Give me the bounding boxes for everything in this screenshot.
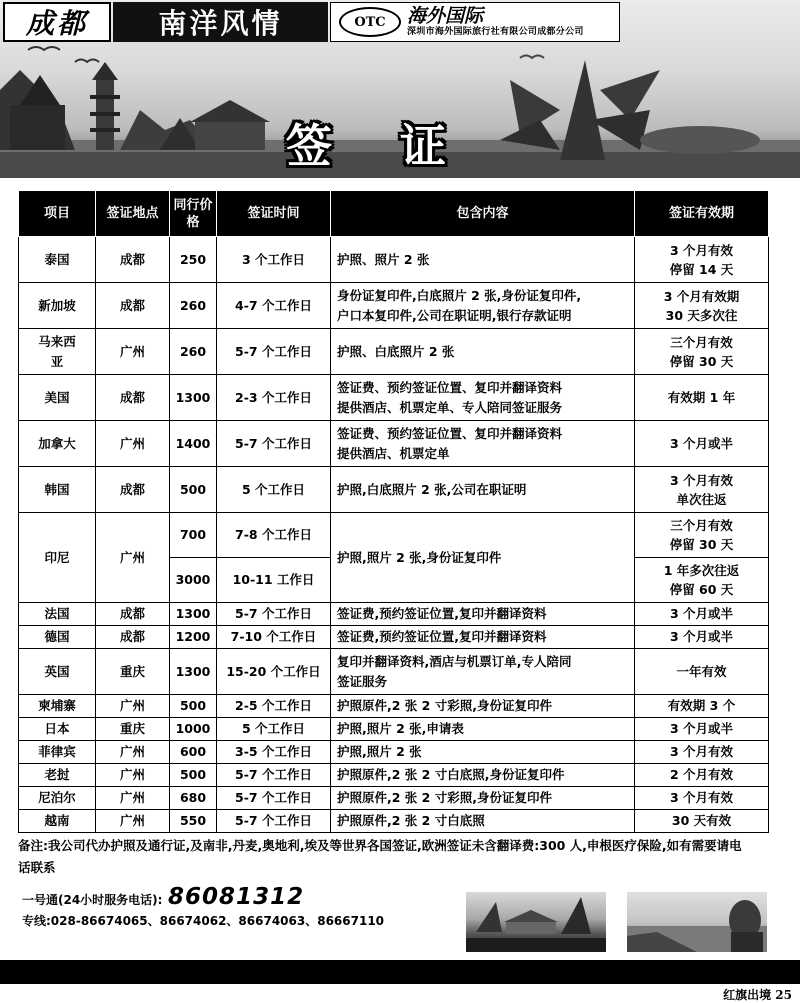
validity-cell bbox=[635, 513, 769, 558]
place-cell: 成都 bbox=[96, 626, 170, 649]
place-cell: 成都 bbox=[96, 237, 170, 283]
content-cell bbox=[331, 467, 635, 513]
country-cell: 菲律宾 bbox=[19, 741, 96, 764]
price-cell: 250 bbox=[170, 237, 217, 283]
table-header bbox=[19, 191, 769, 237]
validity-line: 停留 60 天 bbox=[669, 582, 734, 597]
brand-slogan: 南洋风情 bbox=[158, 7, 283, 40]
validity-line: 3 个月或半 bbox=[669, 436, 734, 451]
validity-line: 停留 14 天 bbox=[669, 261, 734, 277]
table-row bbox=[19, 810, 769, 833]
resort-photo bbox=[466, 892, 606, 952]
content-cell bbox=[331, 283, 635, 329]
place-cell: 成都 bbox=[96, 283, 170, 329]
validity-cell: 3 个月或半 bbox=[635, 718, 769, 741]
validity-cell: 3 个月有效 bbox=[635, 787, 769, 810]
country-cell: 新加坡 bbox=[19, 283, 96, 329]
table-row bbox=[19, 237, 769, 283]
place-cell: 广州 bbox=[96, 741, 170, 764]
country-cell: 美国 bbox=[19, 375, 96, 421]
price-cell: 1300 bbox=[170, 649, 217, 695]
place-cell: 成都 bbox=[96, 603, 170, 626]
time-cell: 7-10 个工作日 bbox=[217, 626, 331, 649]
country-cell: 韩国 bbox=[19, 467, 96, 513]
country-cell: 印尼 bbox=[19, 513, 96, 603]
price-cell: 500 bbox=[170, 695, 217, 718]
place-cell: 广州 bbox=[96, 421, 170, 467]
price-cell: 550 bbox=[170, 810, 217, 833]
place-cell: 广州 bbox=[96, 764, 170, 787]
content-cell: 护照原件,2 张 2 寸彩照,身份证复印件 bbox=[331, 787, 635, 810]
time-cell: 15-20 个工作日 bbox=[217, 649, 331, 695]
table-row bbox=[19, 603, 769, 626]
content-line: 护照,白底照片 2 张,公司在职证明 bbox=[337, 481, 527, 497]
validity-cell bbox=[635, 283, 769, 329]
country-cell: 日本 bbox=[19, 718, 96, 741]
content-cell: 护照,照片 2 张,申请表 bbox=[331, 718, 635, 741]
validity-line: 三个月有效 bbox=[670, 334, 733, 350]
validity-cell: 一年有效 bbox=[635, 649, 769, 695]
price-cell: 1000 bbox=[170, 718, 217, 741]
bottom-bar bbox=[0, 960, 800, 984]
header-cell: 签证时间 bbox=[217, 191, 331, 237]
country-cell: 泰国 bbox=[19, 237, 96, 283]
content-line: 签证费、预约签证位置、复印并翻译资料 bbox=[337, 379, 563, 395]
time-cell: 2-5 个工作日 bbox=[217, 695, 331, 718]
content-cell: 护照原件,2 张 2 寸彩照,身份证复印件 bbox=[331, 695, 635, 718]
time-cell: 5-7 个工作日 bbox=[217, 764, 331, 787]
beach-statue-photo bbox=[627, 892, 767, 952]
time-cell: 5-7 个工作日 bbox=[217, 421, 331, 467]
otc-logo: OTC bbox=[339, 7, 401, 37]
country-cell: 尼泊尔 bbox=[19, 787, 96, 810]
company-name: 海外国际 bbox=[407, 5, 484, 27]
table-row bbox=[19, 787, 769, 810]
place-cell: 广州 bbox=[96, 513, 170, 603]
validity-cell bbox=[635, 329, 769, 375]
brand-city-box bbox=[3, 2, 111, 42]
content-cell bbox=[331, 237, 635, 283]
content-line: 提供酒店、机票定单、专人陪同签证服务 bbox=[337, 399, 563, 415]
table-row bbox=[19, 649, 769, 695]
table-row bbox=[19, 626, 769, 649]
place-cell: 重庆 bbox=[96, 718, 170, 741]
country-cell: 德国 bbox=[19, 626, 96, 649]
time-cell: 5-7 个工作日 bbox=[217, 787, 331, 810]
page-title: 签证 bbox=[286, 119, 514, 173]
time-cell: 3-5 个工作日 bbox=[217, 741, 331, 764]
table-row bbox=[19, 467, 769, 513]
table-row bbox=[19, 375, 769, 421]
company-full-name: 深圳市海外国际旅行社有限公司成都分公司 bbox=[407, 27, 584, 37]
publication-name: 红旗出境 bbox=[723, 988, 772, 1002]
content-line: 户口本复印件,公司在职证明,银行存款证明 bbox=[337, 307, 572, 323]
brand-slogan-box bbox=[113, 2, 328, 42]
content-cell bbox=[331, 375, 635, 421]
price-cell: 500 bbox=[170, 467, 217, 513]
content-line: 签证费、预约签证位置、复印并翻译资料 bbox=[337, 425, 563, 441]
validity-cell: 2 个月有效 bbox=[635, 764, 769, 787]
content-line: 护照,照片 2 张,身份证复印件 bbox=[337, 549, 502, 565]
validity-line: 停留 30 天 bbox=[669, 353, 734, 369]
content-line: 护照、照片 2 张 bbox=[337, 251, 430, 267]
time-cell: 4-7 个工作日 bbox=[217, 283, 331, 329]
price-cell: 260 bbox=[170, 329, 217, 375]
price-cell: 700 bbox=[170, 513, 217, 558]
country-cell: 越南 bbox=[19, 810, 96, 833]
price-cell: 500 bbox=[170, 764, 217, 787]
validity-cell: 3 个月或半 bbox=[635, 626, 769, 649]
content-cell: 护照原件,2 张 2 寸白底照,身份证复印件 bbox=[331, 764, 635, 787]
validity-line: 30 天多次往 bbox=[665, 307, 738, 323]
table-row bbox=[19, 283, 769, 329]
table-row bbox=[19, 513, 769, 558]
header-cell: 同行价格 bbox=[170, 191, 217, 237]
validity-cell bbox=[635, 375, 769, 421]
country-cell: 柬埔寨 bbox=[19, 695, 96, 718]
content-cell bbox=[331, 649, 635, 695]
validity-line: 有效期 1 年 bbox=[667, 390, 736, 405]
price-cell: 1300 bbox=[170, 375, 217, 421]
validity-cell: 有效期 3 个 bbox=[635, 695, 769, 718]
content-cell: 签证费,预约签证位置,复印并翻译资料 bbox=[331, 603, 635, 626]
content-line: 提供酒店、机票定单 bbox=[337, 445, 450, 461]
time-cell: 5-7 个工作日 bbox=[217, 810, 331, 833]
hotline-label: 一号通(24小时服务电话): bbox=[22, 893, 163, 907]
header-cell: 签证有效期 bbox=[635, 191, 769, 237]
place-cell: 广州 bbox=[96, 787, 170, 810]
table-row bbox=[19, 421, 769, 467]
validity-cell bbox=[635, 467, 769, 513]
content-cell bbox=[331, 329, 635, 375]
country-cell: 法国 bbox=[19, 603, 96, 626]
validity-cell: 30 天有效 bbox=[635, 810, 769, 833]
table-row bbox=[19, 695, 769, 718]
content-line: 签证服务 bbox=[337, 673, 388, 689]
header-cell: 包含内容 bbox=[331, 191, 635, 237]
price-cell: 680 bbox=[170, 787, 217, 810]
visa-price-table bbox=[18, 190, 769, 833]
hotline-number: 86081312 bbox=[168, 884, 305, 910]
time-cell: 5-7 个工作日 bbox=[217, 603, 331, 626]
place-cell: 广州 bbox=[96, 695, 170, 718]
country-cell: 英国 bbox=[19, 649, 96, 695]
contact-block bbox=[22, 884, 384, 929]
price-cell: 1400 bbox=[170, 421, 217, 467]
validity-line: 单次往返 bbox=[676, 491, 727, 507]
place-cell: 成都 bbox=[96, 375, 170, 421]
validity-line: 3 个月有效 bbox=[669, 472, 734, 488]
remark-note: 备注:我公司代办护照及通行证,及南非,丹麦,奥地利,埃及等世界各国签证,欧洲签证未含翻译费:300 人,申根医疗保险,如有需要请电话联系 bbox=[18, 838, 742, 875]
time-cell: 5-7 个工作日 bbox=[217, 329, 331, 375]
validity-line: 3 个月有效期 bbox=[663, 288, 740, 304]
table-row bbox=[19, 764, 769, 787]
validity-cell: 3 个月或半 bbox=[635, 603, 769, 626]
time-cell: 5 个工作日 bbox=[217, 467, 331, 513]
validity-cell bbox=[635, 558, 769, 603]
country-cell: 马来西亚 bbox=[19, 329, 96, 375]
validity-cell bbox=[635, 237, 769, 283]
validity-line: 3 个月有效 bbox=[669, 242, 734, 258]
content-line: 身份证复印件,白底照片 2 张,身份证复印件, bbox=[337, 287, 582, 303]
place-cell: 成都 bbox=[96, 467, 170, 513]
brand-city: 成都 bbox=[25, 7, 88, 40]
time-cell: 3 个工作日 bbox=[217, 237, 331, 283]
page-footer bbox=[723, 986, 792, 1003]
validity-cell bbox=[635, 421, 769, 467]
validity-line: 1 年多次往返 bbox=[663, 563, 740, 578]
content-cell bbox=[331, 421, 635, 467]
content-cell bbox=[331, 513, 635, 603]
price-cell: 1300 bbox=[170, 603, 217, 626]
table-row bbox=[19, 741, 769, 764]
header-cell: 签证地点 bbox=[96, 191, 170, 237]
validity-line: 三个月有效 bbox=[670, 518, 733, 533]
country-cell: 老挝 bbox=[19, 764, 96, 787]
time-cell: 5 个工作日 bbox=[217, 718, 331, 741]
header-banner bbox=[0, 0, 800, 178]
price-cell: 600 bbox=[170, 741, 217, 764]
content-cell: 护照,照片 2 张 bbox=[331, 741, 635, 764]
price-cell: 1200 bbox=[170, 626, 217, 649]
price-cell: 3000 bbox=[170, 558, 217, 603]
phone-lines: 专线:028-86674065、86674062、86674063、86667110 bbox=[22, 914, 385, 928]
table-row bbox=[19, 329, 769, 375]
content-cell: 签证费,预约签证位置,复印并翻译资料 bbox=[331, 626, 635, 649]
time-cell: 7-8 个工作日 bbox=[217, 513, 331, 558]
content-line: 护照、白底照片 2 张 bbox=[337, 343, 455, 359]
time-cell: 2-3 个工作日 bbox=[217, 375, 331, 421]
country-cell: 加拿大 bbox=[19, 421, 96, 467]
place-cell: 广州 bbox=[96, 810, 170, 833]
place-cell: 重庆 bbox=[96, 649, 170, 695]
validity-cell: 3 个月有效 bbox=[635, 741, 769, 764]
place-cell: 广州 bbox=[96, 329, 170, 375]
content-cell: 护照原件,2 张 2 寸白底照 bbox=[331, 810, 635, 833]
page-number: 25 bbox=[775, 988, 792, 1002]
table-row bbox=[19, 718, 769, 741]
company-logo-box bbox=[330, 2, 620, 42]
time-cell: 10-11 工作日 bbox=[217, 558, 331, 603]
validity-line: 停留 30 天 bbox=[669, 537, 734, 552]
price-cell: 260 bbox=[170, 283, 217, 329]
content-line: 复印并翻译资料,酒店与机票订单,专人陪同 bbox=[337, 653, 572, 669]
header-cell: 项目 bbox=[19, 191, 96, 237]
